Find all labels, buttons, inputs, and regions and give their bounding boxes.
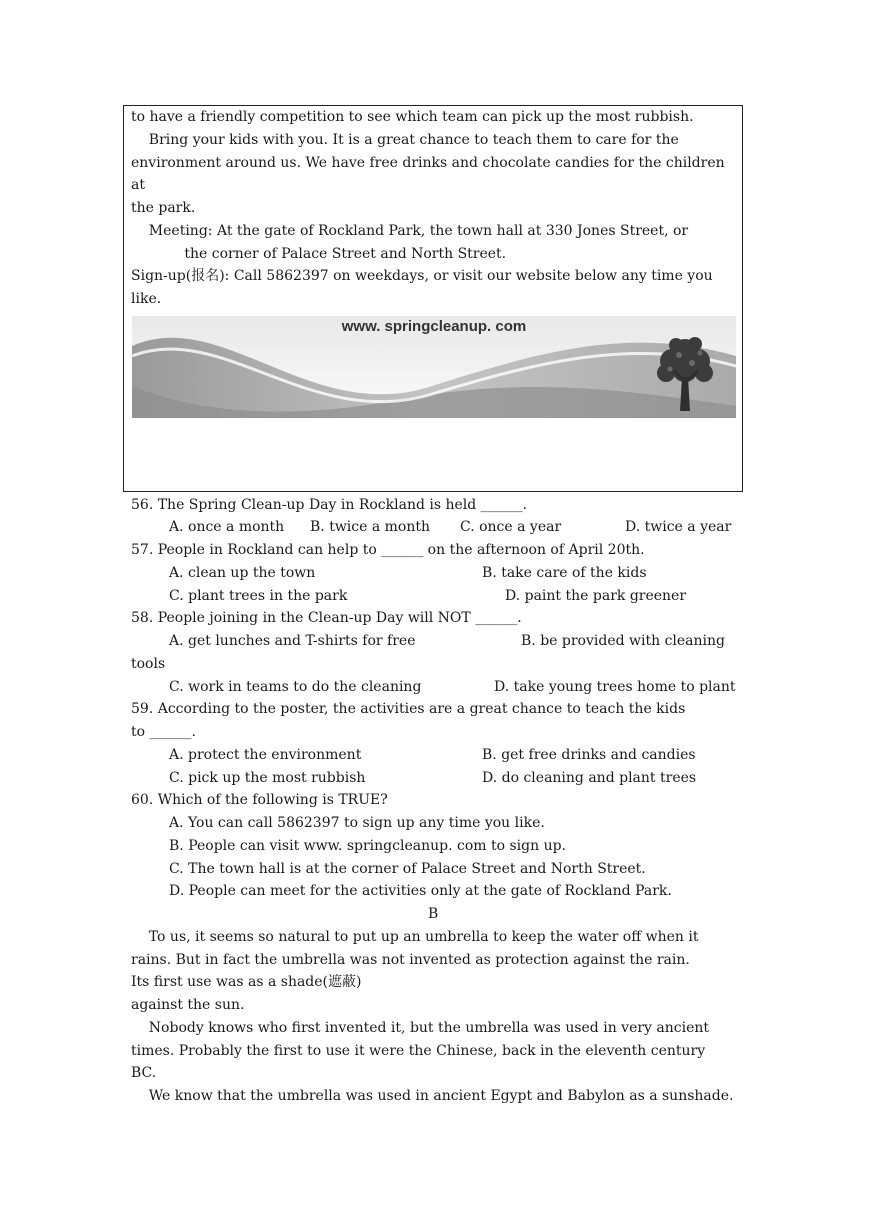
q60-option-a: A. You can call 5862397 to sign up any time you like.: [169, 815, 545, 831]
q59-option-a: A. protect the environment: [169, 747, 362, 763]
poster-line: at: [131, 177, 145, 193]
q59-option-b: B. get free drinks and candies: [482, 747, 696, 763]
website-banner: [132, 316, 736, 418]
question-60-stem: 60. Which of the following is TRUE?: [131, 792, 388, 808]
q56-option-a: A. once a month: [169, 519, 285, 535]
q60-option-c: C. The town hall is at the corner of Palace Street and North Street.: [169, 861, 646, 877]
passage-line: Its first use was as a shade(遮蔽): [131, 974, 362, 990]
q56-option-c: C. once a year: [460, 519, 562, 535]
poster-signup: Sign-up(报名): Call 5862397 on weekdays, or visit our website below any time you: [131, 268, 713, 284]
website-url: www. springcleanup. com: [341, 318, 527, 335]
q56-option-b: B. twice a month: [310, 519, 431, 535]
question-56-stem: 56. The Spring Clean-up Day in Rockland is held ______.: [131, 497, 528, 513]
poster-line: like.: [131, 291, 162, 307]
question-57-stem: 57. People in Rockland can help to ______ on the afternoon of April 20th.: [131, 542, 645, 558]
passage-line: We know that the umbrella was used in ancient Egypt and Babylon as a sunshade.: [131, 1088, 734, 1104]
passage-line: against the sun.: [131, 997, 245, 1013]
q58-option-d: D. take young trees home to plant: [494, 679, 736, 695]
passage-line: Nobody knows who first invented it, but the umbrella was used in very ancient: [131, 1020, 710, 1036]
q58-option-b-cont: tools: [131, 656, 166, 672]
poster-meeting-cont: the corner of Palace Street and North Street.: [131, 246, 507, 262]
question-58-stem: 58. People joining in the Clean-up Day will NOT ______.: [131, 610, 522, 626]
passage-line: rains. But in fact the umbrella was not invented as protection against the rain.: [131, 952, 690, 968]
question-59-stem: 59. According to the poster, the activities are a great chance to teach the kids: [131, 701, 686, 717]
section-b-heading: B: [428, 906, 439, 922]
q57-option-b: B. take care of the kids: [482, 565, 647, 581]
q58-option-c: C. work in teams to do the cleaning: [169, 679, 422, 695]
tree-icon: [652, 333, 718, 413]
q59-option-d: D. do cleaning and plant trees: [482, 770, 697, 786]
q58-option-b: B. be provided with cleaning: [521, 633, 725, 649]
question-59-stem-cont: to ______.: [131, 724, 196, 740]
q56-option-d: D. twice a year: [625, 519, 732, 535]
q58-option-a: A. get lunches and T-shirts for free: [169, 633, 416, 649]
passage-line: times. Probably the first to use it were the Chinese, back in the eleventh century: [131, 1043, 706, 1059]
q57-option-d: D. paint the park greener: [505, 588, 687, 604]
q57-option-a: A. clean up the town: [169, 565, 316, 581]
q59-option-c: C. pick up the most rubbish: [169, 770, 366, 786]
poster-line: the park.: [131, 200, 196, 216]
passage-line: BC.: [131, 1065, 157, 1081]
passage-line: To us, it seems so natural to put up an umbrella to keep the water off when it: [131, 929, 699, 945]
poster-line: environment around us. We have free drinks and chocolate candies for the children: [131, 155, 725, 171]
poster-meeting: Meeting: At the gate of Rockland Park, the town hall at 330 Jones Street, or: [131, 223, 689, 239]
poster-line: to have a friendly competition to see which team can pick up the most rubbish.: [131, 109, 694, 125]
poster-line: Bring your kids with you. It is a great chance to teach them to care for the: [131, 132, 679, 148]
q60-option-d: D. People can meet for the activities only at the gate of Rockland Park.: [169, 883, 672, 899]
q60-option-b: B. People can visit www. springcleanup. com to sign up.: [169, 838, 566, 854]
q57-option-c: C. plant trees in the park: [169, 588, 348, 604]
